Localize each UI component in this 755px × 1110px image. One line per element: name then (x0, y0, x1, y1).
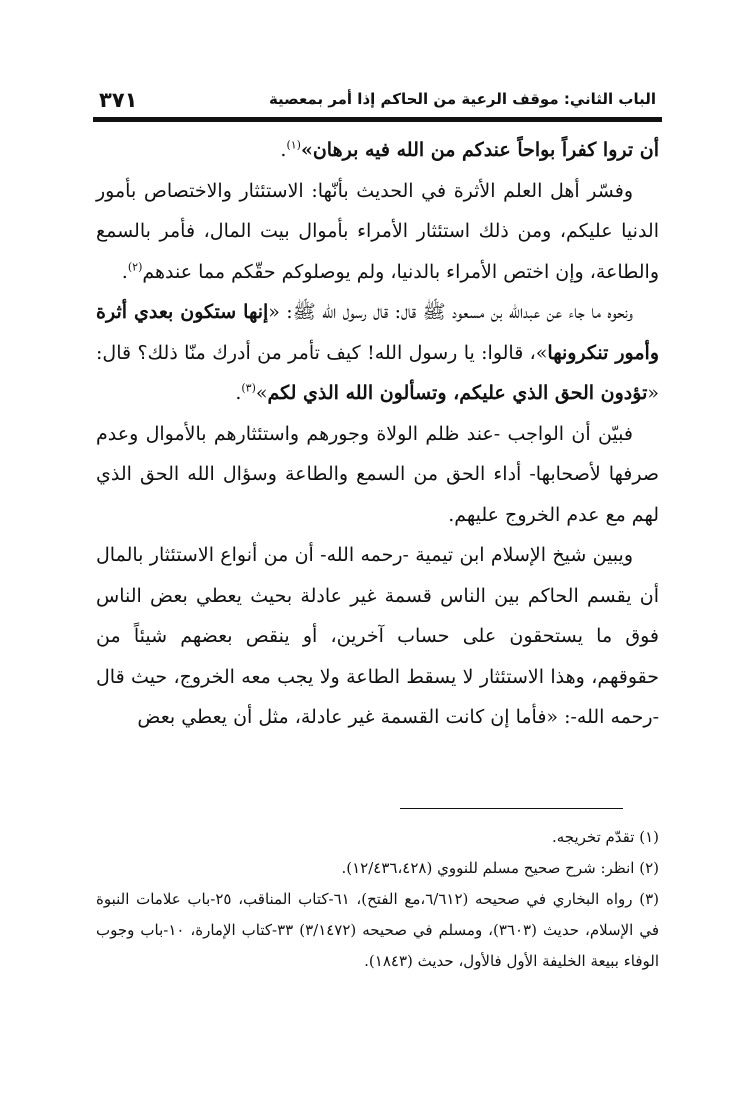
footnote-2: (٢) انظر: شرح صحيح مسلم للنووي (١٢/٤٣٦،٤٢٨). (341, 859, 659, 877)
footnote-3: (٣) رواه البخاري في صحيحه (٦/٦١٢،مع الفتح)، ٦١-كتاب المناقب، ٢٥-باب علامات النبوة في الإسلام، حديث (٣٦٠٣)، ومسلم في صحيحه (٣/١٤٧٢) ٣٣-كتاب الإمارة، ١٠-باب وجوب الوفاء ببيعة الخليفة الأول فالأول، حديث (١٨٤٣). (96, 890, 660, 970)
footnote-ref-3: (٣) (241, 381, 256, 395)
chapter-title: الباب الثاني: موقف الرعية من الحاكم إذا أمر بمعصية (268, 90, 656, 108)
header-rule (93, 117, 662, 122)
hadith-quote: إنها ستكون بعدي أثرة وأمور تنكرونها (96, 301, 659, 364)
period: . (280, 139, 287, 161)
footnote-1: (١) تقدّم تخريجه. (551, 828, 659, 846)
paragraph-3 (96, 292, 659, 414)
paragraph-2 (96, 171, 659, 293)
page-number: ٣٧١ (99, 88, 138, 112)
running-header (95, 80, 660, 116)
hadith-quote: أن تروا كفراً بواحاً عندكم من الله فيه برهان» (300, 139, 659, 161)
paragraph-3-mid: »، قالوا: يا رسول الله! كيف تأمر من أدرك منّا ذلك؟ قال: « (96, 341, 659, 404)
paragraph-5: ويبين شيخ الإسلام ابن تيمية -رحمه الله- أن من أنواع الاستئثار بالمال أن يقسم الحاكم بين الناس قسمة غير عادلة بحيث يعطي بعض الناس فوق ما يستحقون على حساب آخرين، أو ينقص بعضهم شيئاً من حقوقهم، وهذا الاستئثار لا يسقط الطاعة ولا يجب معه الخروج، حيث قال -رحمه الله-: «فأما إن كانت القسمة غير عادلة، مثل أن يعطي بعض (96, 544, 659, 728)
footnotes (96, 822, 659, 977)
paragraph-2-text: وفسّر أهل العلم الأثرة في الحديث بأنّها: الاستئثار والاختصاص بأمور الدنيا عليكم، ومن ذلك استئثار الأمراء بأموال بيت المال، فأمر بالسمع والطاعة، وإن اختص الأمراء بالدنيا، ولم يوصلوكم حقّكم مما عندهم (96, 179, 659, 283)
footnote-ref-2: (٢) (127, 260, 143, 274)
paragraph-4: فبيّن أن الواجب -عند ظلم الولاة وجورهم واستئثارهم بالأموال وعدم صرفها لأصحابها- أداء الحق من السمع والطاعة وسؤال الله الحق الذي لهم مع عدم الخروج عليهم. (96, 422, 659, 526)
hadith-quote: تؤدون الحق الذي عليكم، وتسألون الله الذي لكم (267, 382, 648, 404)
paragraph-3-intro: ونحوه ما جاء عن عبدالله بن مسعود ﷺ قال: قال رسول الله ﷺ: « (268, 301, 633, 323)
quote-close: » (255, 382, 268, 404)
period: . (235, 382, 242, 404)
period: . (121, 260, 128, 283)
footnote-separator (400, 808, 623, 809)
paragraph-1 (96, 130, 659, 171)
footnote-ref-1: (١) (286, 138, 301, 152)
main-text (96, 130, 659, 738)
